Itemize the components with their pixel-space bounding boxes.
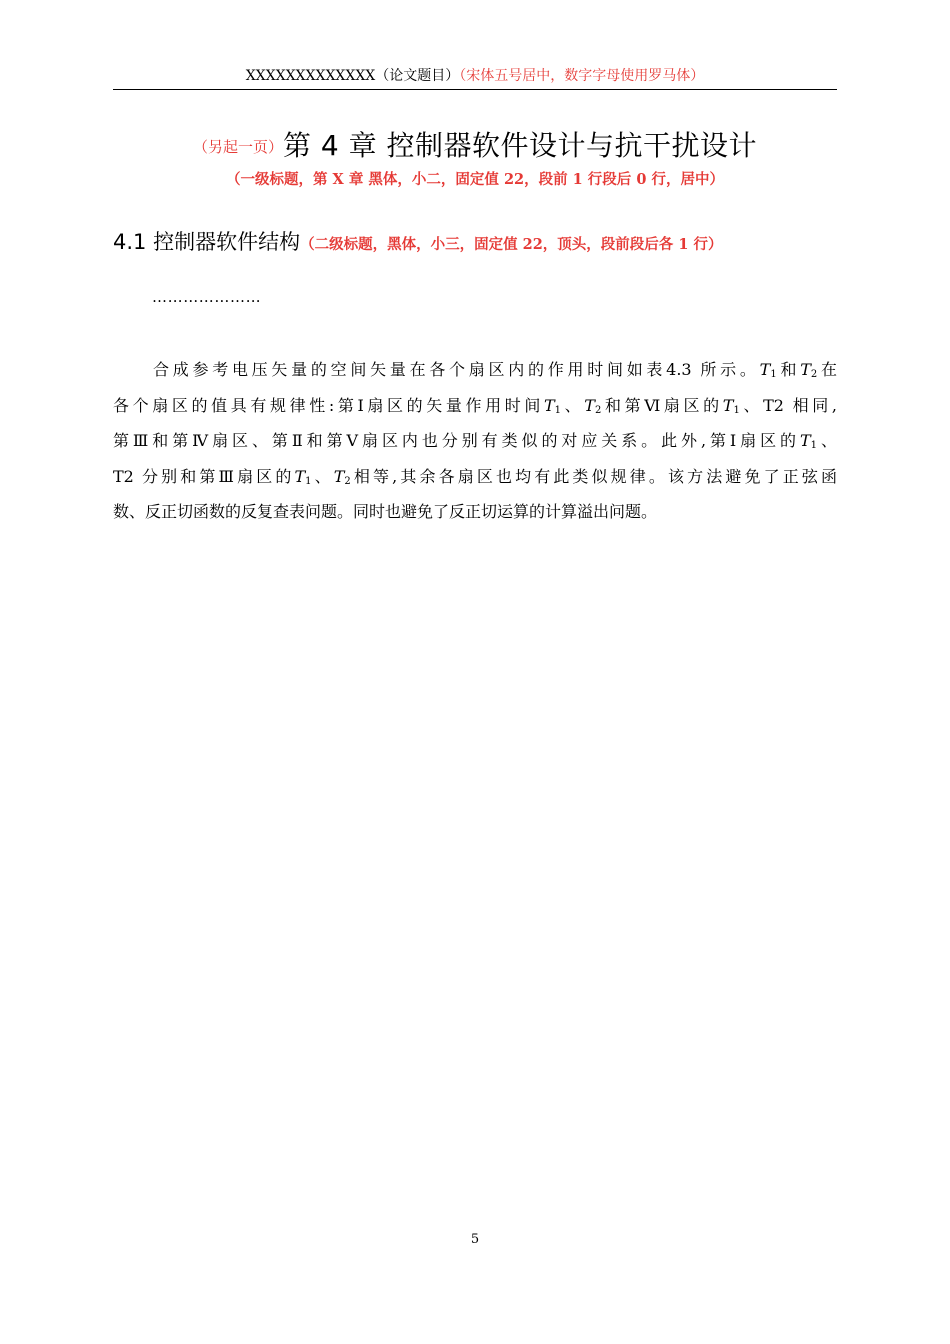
paragraph-line: 第Ⅲ和第Ⅳ扇区、第Ⅱ和第Ⅴ扇区内也分别有类似的对应关系。此外,第Ⅰ扇区的$T_1$、 bbox=[113, 431, 837, 451]
paragraph-line: T2 分别和第Ⅲ扇区的$T_1$、$T_2$相等,其余各扇区也均有此类似规律。该方法避免了正弦函 bbox=[113, 466, 837, 487]
paragraph-line: 合成参考电压矢量的空间矢量在各个扇区内的作用时间如表4.3 所示。$T_1$和$T_2$在 bbox=[153, 360, 837, 380]
chapter-heading bbox=[113, 124, 837, 172]
paragraph-line: 数、反正切函数的反复查表问题。同时也避免了反正切运算的计算溢出问题。 bbox=[113, 502, 658, 521]
page-number: 5 bbox=[470, 1232, 480, 1247]
chapter-prefix-note: （另起一页） bbox=[192, 138, 283, 156]
header-rule bbox=[113, 89, 837, 90]
chapter-title: 第 4 章 控制器软件设计与抗干扰设计 bbox=[282, 129, 758, 162]
section-format-note: （二级标题，黑体，小三，固定值 22，顶头，段前段后各 1 行） bbox=[300, 236, 723, 253]
section-heading bbox=[113, 226, 853, 261]
ellipsis-placeholder: ………………… bbox=[152, 288, 262, 306]
chapter-format-note: （一级标题，第 X 章 黑体，小二，固定值 22，段前 1 行段后 0 行，居中） bbox=[226, 171, 724, 188]
paragraph-line: 各个扇区的值具有规律性:第Ⅰ扇区的矢量作用时间$T_1$、$T_2$和第Ⅵ扇区的$T_1$、T2 相同, bbox=[113, 395, 837, 416]
running-header bbox=[113, 66, 837, 86]
header-format-note: （宋体五号居中，数字字母使用罗马体） bbox=[459, 68, 705, 84]
header-title: XXXXXXXXXXXXX（论文题目） bbox=[245, 68, 460, 84]
section-title: 4.1 控制器软件结构 bbox=[113, 230, 301, 254]
body-paragraph bbox=[113, 352, 837, 530]
